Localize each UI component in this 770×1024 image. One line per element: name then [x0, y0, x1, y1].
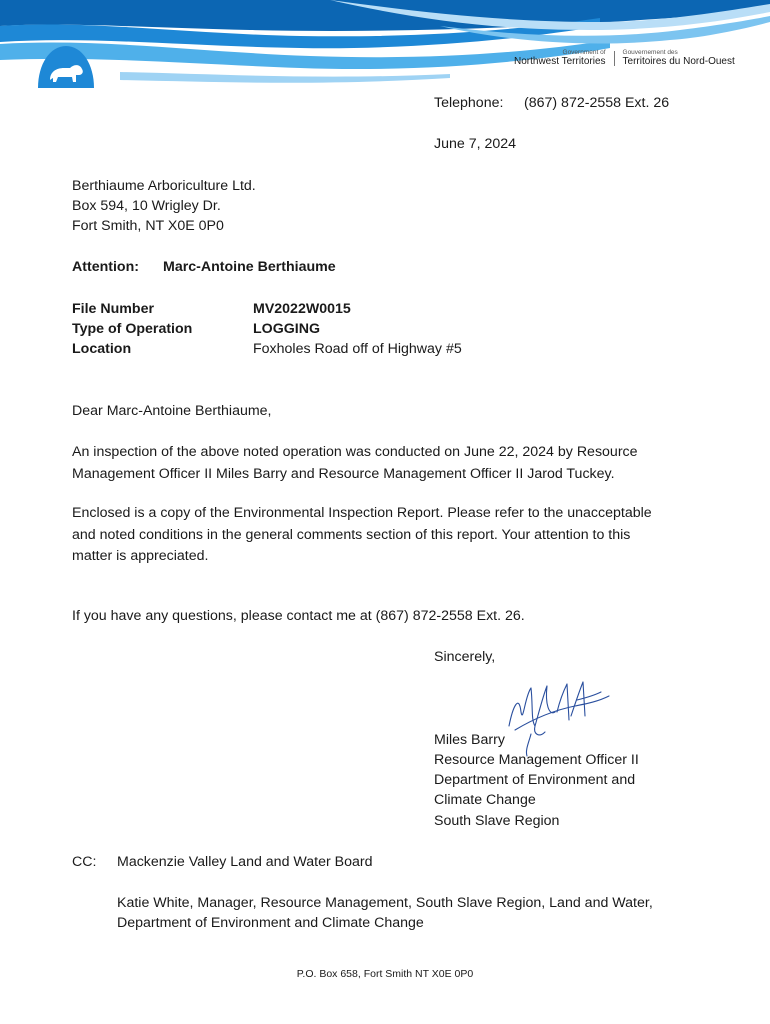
cc-recipient-2-cont: Department of Environment and Climate Change — [117, 915, 424, 931]
file-number-value: MV2022W0015 — [253, 301, 351, 317]
gov-fr-small: Gouvernement des — [622, 49, 678, 56]
paragraph-line: and noted conditions in the general comments section of this report. Your attention to this — [72, 526, 631, 543]
paragraph-report — [72, 503, 652, 568]
footer-address: P.O. Box 658, Fort Smith NT X0E 0P0 — [296, 968, 474, 980]
recipient-company: Berthiaume Arboriculture Ltd. — [72, 178, 256, 194]
header-banner — [0, 0, 770, 90]
operation-type-value: LOGGING — [253, 321, 320, 337]
salutation: Dear Marc-Antoine Berthiaume, — [72, 403, 272, 419]
attention-label: Attention: — [72, 259, 139, 275]
paragraph-line: Management Officer II Miles Barry and Resource Management Officer II Jarod Tuckey. — [72, 465, 615, 482]
cc-recipient-1: Mackenzie Valley Land and Water Board — [117, 854, 373, 870]
cc-recipient-2: Katie White, Manager, Resource Management, South Slave Region, Land and Water, — [117, 895, 653, 911]
telephone-label: Telephone: — [434, 95, 504, 111]
paragraph-line: Enclosed is a copy of the Environmental Inspection Report. Please refer to the unacceptable — [72, 505, 652, 521]
recipient-city: Fort Smith, NT X0E 0P0 — [72, 218, 224, 234]
cc-label: CC: — [72, 854, 97, 870]
letter-date: June 7, 2024 — [434, 136, 517, 152]
recipient-address: Box 594, 10 Wrigley Dr. — [72, 198, 221, 214]
closing-sincerely: Sincerely, — [434, 649, 496, 665]
telephone-value: (867) 872-2558 Ext. 26 — [524, 95, 670, 111]
location-value: Foxholes Road off of Highway #5 — [253, 341, 462, 357]
signer-department-1: Department of Environment and — [434, 772, 636, 788]
signer-name: Miles Barry — [434, 732, 505, 748]
gov-fr-name: Territoires du Nord-Ouest — [622, 55, 735, 67]
wordmark-divider — [614, 51, 615, 66]
signer-region: South Slave Region — [434, 813, 560, 829]
attention-name: Marc-Antoine Berthiaume — [163, 259, 336, 275]
paragraph-line: matter is appreciated. — [72, 548, 209, 564]
signature — [505, 676, 617, 758]
government-wordmark — [514, 50, 735, 67]
file-number-label: File Number — [72, 301, 154, 317]
signer-title: Resource Management Officer II — [434, 752, 639, 768]
signer-department-2: Climate Change — [434, 792, 536, 808]
paragraph-inspection — [72, 442, 638, 485]
paragraph-contact: If you have any questions, please contact me at (867) 872-2558 Ext. 26. — [72, 608, 525, 624]
location-label: Location — [72, 341, 132, 357]
operation-type-label: Type of Operation — [72, 321, 193, 337]
polar-bear-icon — [36, 38, 96, 88]
gov-en-small: Government of — [562, 49, 606, 56]
gov-en-name: Northwest Territories — [514, 55, 606, 67]
paragraph-line: An inspection of the above noted operation was conducted on June 22, 2024 by Resource — [72, 444, 638, 460]
